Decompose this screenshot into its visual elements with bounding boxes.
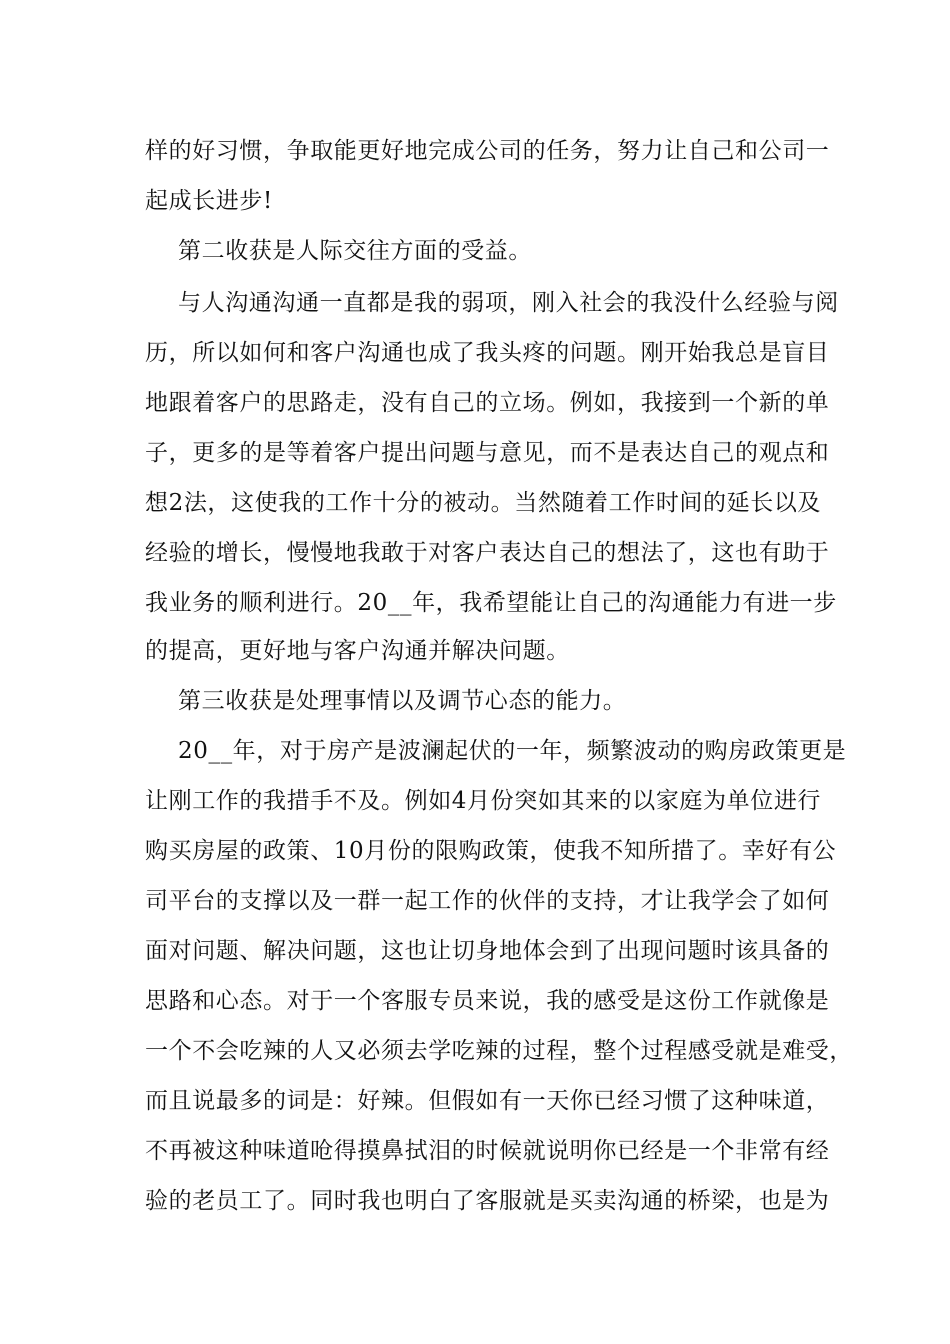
text-line: 想2法，这使我的工作十分的被动。当然随着工作时间的延长以及 xyxy=(145,490,822,516)
text-line: 与人沟通沟通一直都是我的弱项，刚入社会的我没什么经验与阅 xyxy=(178,290,839,316)
text-line: 一个不会吃辣的人又必须去学吃辣的过程，整个过程感受就是难受， xyxy=(145,1038,853,1064)
text-line: 20__年，对于房产是波澜起伏的一年，频繁波动的购房政策更是 xyxy=(178,738,847,764)
text-line: 司平台的支撑以及一群一起工作的伙伴的支持，才让我学会了如何 xyxy=(145,888,830,914)
text-line: 不再被这种味道呛得摸鼻拭泪的时候就说明你已经是一个非常有经 xyxy=(145,1138,830,1164)
text-line: 的提高，更好地与客户沟通并解决问题。 xyxy=(145,638,570,664)
text-line: 地跟着客户的思路走，没有自己的立场。例如，我接到一个新的单 xyxy=(145,390,830,416)
text-line: 面对问题、解决问题，这也让切身地体会到了出现问题时该具备的 xyxy=(145,938,830,964)
text-line: 历，所以如何和客户沟通也成了我头疼的问题。刚开始我总是盲目 xyxy=(145,340,830,366)
text-line: 而且说最多的词是：好辣。但假如有一天你已经习惯了这种味道， xyxy=(145,1088,830,1114)
text-line: 思路和心态。对于一个客服专员来说，我的感受是这份工作就像是 xyxy=(145,988,830,1014)
section-heading: 第三收获是处理事情以及调节心态的能力。 xyxy=(178,688,627,714)
text-line: 我业务的顺利进行。20__年，我希望能让自己的沟通能力有进一步 xyxy=(145,590,837,616)
text-line: 让刚工作的我措手不及。例如4月份突如其来的以家庭为单位进行 xyxy=(145,788,822,814)
text-line: 验的老员工了。同时我也明白了客服就是买卖沟通的桥梁，也是为 xyxy=(145,1188,830,1214)
text-line: 起成长进步! xyxy=(145,188,273,214)
text-line: 经验的增长，慢慢地我敢于对客户表达自己的想法了，这也有助于 xyxy=(145,540,830,566)
text-line: 购买房屋的政策、10月份的限购政策，使我不知所措了。幸好有公 xyxy=(145,838,837,864)
section-heading: 第二收获是人际交往方面的受益。 xyxy=(178,238,532,264)
text-line: 样的好习惯，争取能更好地完成公司的任务，努力让自己和公司一 xyxy=(145,138,830,164)
text-line: 子，更多的是等着客户提出问题与意见，而不是表达自己的观点和 xyxy=(145,440,830,466)
